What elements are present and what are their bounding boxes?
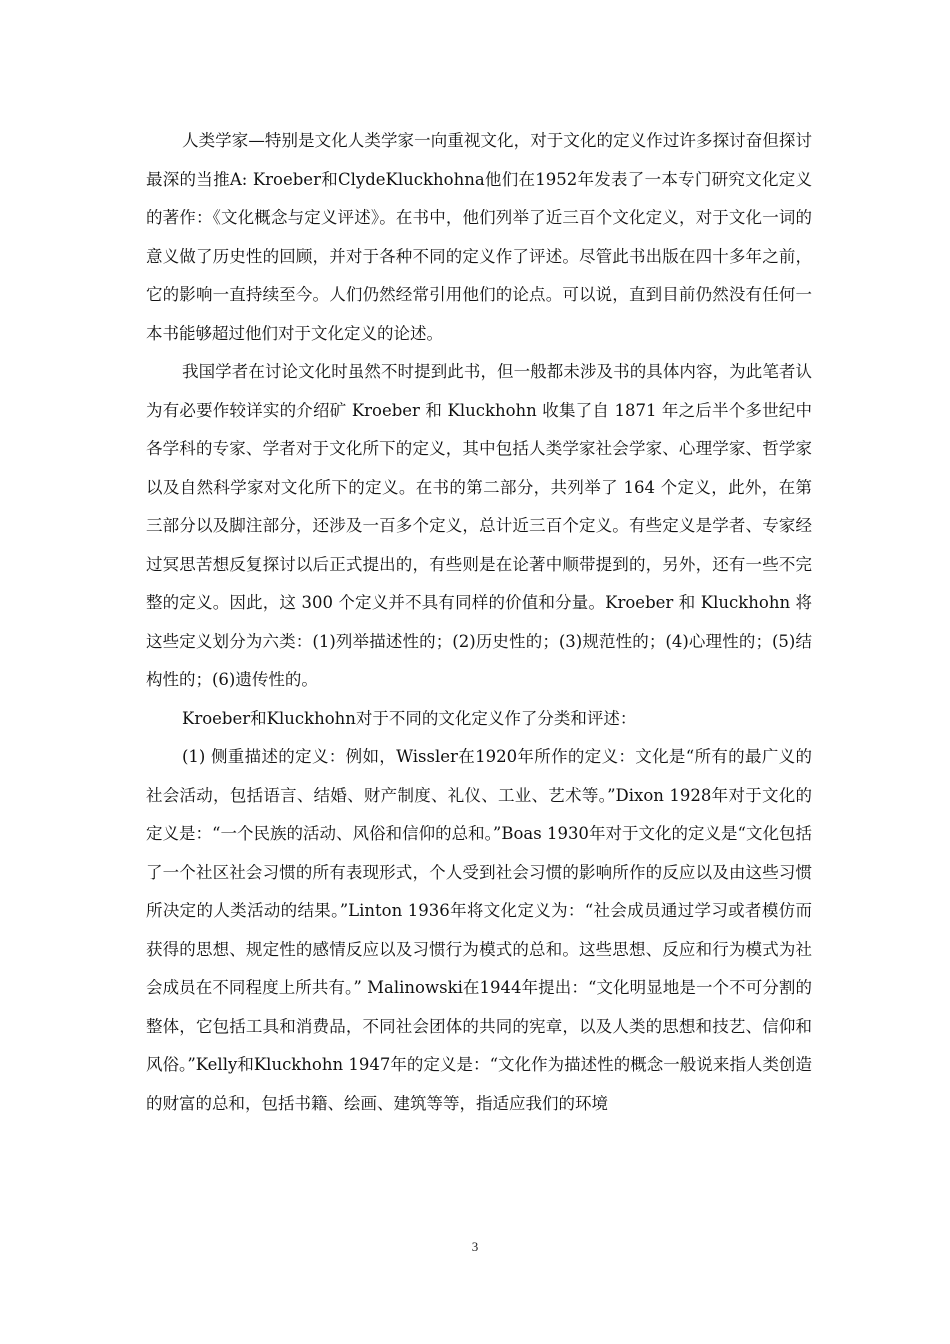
paragraph-intro: 人类学家—特别是文化人类学家一向重视文化，对于文化的定义作过许多探讨奋但探讨最深的当推A: Kroeber和ClydeKluckhohna他们在1952年发表了一本专门研究文化定义的著作：《文化概念与定义评述》。在书中，他们列举了近三百个文化定义，对于文化一词的意义做了历史性的回顾，并对于各种不同的定义作了评述。尽管此书出版在四十多年之前，它的影响一直持续至今。人们仍然经常引用他们的论点。可以说，直到目前仍然没有任何一本书能够超过他们对于文化定义的论述。 xyxy=(146,131,812,343)
document-body xyxy=(146,122,812,1123)
page-number: 3 xyxy=(471,1239,479,1254)
paragraph-descriptive-definitions: (1) 侧重描述的定义：例如，Wissler在1920年所作的定义：文化是“所有的最广义的社会活动，包括语言、结婚、财产制度、礼仪、工业、艺术等。”Dixon 1928年对于文化的定义是：“一个民族的活动、风俗和信仰的总和。”Boas 1930年对于文化的定义是“文化包括了一个社区社会习惯的所有表现形式，个人受到社会习惯的影响所作的反应以及由这些习惯所决定的人类活动的结果。”Linton 1936年将文化定义为：“社会成员通过学习或者模仿而获得的思想、规定性的感情反应以及习惯行为模式的总和。这些思想、反应和行为模式为社会成员在不同程度上所共有。” Malinowski在1944年提出：“文化明显地是一个不可分割的整体，它包括工具和消费品，不同社会团体的共同的宪章，以及人类的思想和技艺、信仰和风俗。”Kelly和Kluckhohn 1947年的定义是：“文化作为描述性的概念一般说来指人类创造的财富的总和，包括书籍、绘画、建筑等等，指适应我们的环境 xyxy=(146,747,812,1113)
paragraph-classification-lead: Kroeber和Kluckhohn对于不同的文化定义作了分类和评述： xyxy=(182,708,637,728)
paragraph-chinese-scholars: 我国学者在讨论文化时虽然不时提到此书，但一般都未涉及书的具体内容，为此笔者认为有必要作较详实的介绍矿 Kroeber 和 Kluckhohn 收集了自 1871 年之后半个多世纪中各学科的专家、学者对于文化所下的定义，其中包括人类学家社会学家、心理学家、哲学家以及自然科学家对文化所下的定义。在书的第二部分，共列举了 164 个定义，此外，在第三部分以及脚注部分，还涉及一百多个定义，总计近三百个定义。有些定义是学者、专家经过冥思苦想反复探讨以后正式提出的，有些则是在论著中顺带提到的，另外，还有一些不完整的定义。因此，这 300 个定义并不具有同样的价值和分量。Kroeber 和 Kluckhohn 将这些定义划分为六类：(1)列举描述性的；(2)历史性的；(3)规范性的；(4)心理性的；(5)结构性的；(6)遗传性的。 xyxy=(146,362,812,689)
